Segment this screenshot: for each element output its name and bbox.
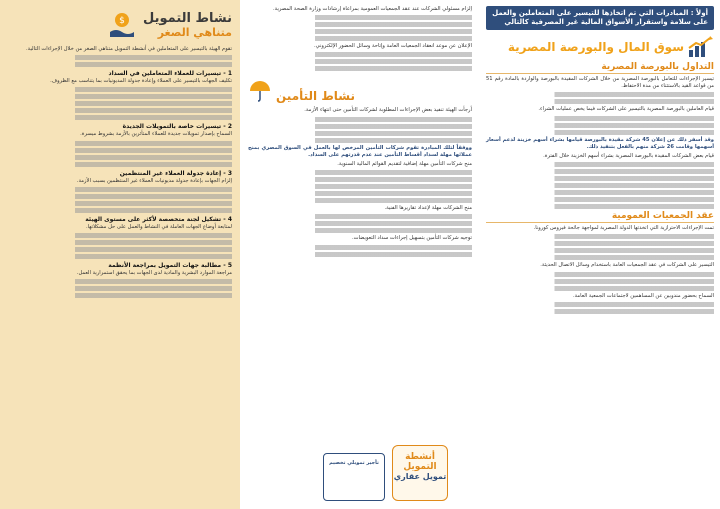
finance-activities-badge xyxy=(392,445,448,501)
logo-text: سوق المال والبورصة المصرية xyxy=(507,39,684,54)
paragraph: السماح بحضور مندوبين عن المساهمين لاجتماعات الجمعية العامة. xyxy=(572,292,714,299)
initiatives-header: أولاً : المبادرات التي تم اتخاذها للتيسير على المتعاملين والعمل على سلامة واستقرار الأسواق المالية غير المصرفية كالتالي xyxy=(486,6,714,30)
paragraph: تمت الإجراءات الاحترازية التي اتخذتها الدولة المصرية لمواجهة جائحة فيروس كورونا. xyxy=(533,225,714,232)
paragraph: التيسير على الشركات في عقد الجمعيات العامة باستخدام وسائل الاتصال الحديثة. xyxy=(540,262,714,269)
item-title: 5 - مطالبة جهات التمويل بمراجعة الأنظمة xyxy=(108,262,232,270)
paragraph: قيام العاملين بالبورصة المصرية بالتيسير على الشركات فيما يخص عمليات الشراء. xyxy=(538,106,714,113)
item-body: مراجعة الموارد البشرية والمادية لدى الجهات بما يحقق استمرارية العمل. xyxy=(76,270,232,277)
item-body: إلزام الجهات بإعادة جدولة مديونيات العملاء غير المنتظمين بسبب الأزمة. xyxy=(76,177,232,184)
highlight-paragraph: ووفقاً لتلك المبادرة تقوم شركات التأمين المرخص لها بالعمل في السوق المصري بمنح عملائها مهلة لسداد أقساط التأمين عند عدم قدرتهم على السداد. xyxy=(248,144,472,158)
finance-types-box: تأجير تمويلي تخصيم xyxy=(323,453,385,501)
paragraph: توجيه شركات التأمين بتسهيل إجراءات سداد التعويضات. xyxy=(351,235,472,242)
paragraph: قيام بعض الشركات المقيدة بالبورصة المصرية بشراء أسهم الخزينة خلال الفترة. xyxy=(543,153,714,160)
item-body: تكليف الجهات بالتيسير على العملاء وإعادة جدولة المديونيات بما يتناسب مع الظروف. xyxy=(50,78,232,85)
section-title-trading: التداول بالبورصة المصرية xyxy=(486,62,714,74)
paragraph: منح الشركات مهلة لإعداد تقاريرها الفنية. xyxy=(384,205,472,212)
item-body: السماح بإصدار تمويلات جديدة للعملاء المتأثرين بالأزمة بشروط ميسرة. xyxy=(80,131,232,138)
insurance-title: نشاط التأمين xyxy=(276,89,356,104)
rising-chart-icon xyxy=(688,36,714,58)
item-body: لمتابعة أوضاع الجهات العاملة في النشاط والعمل على حل مشكلاتها. xyxy=(86,223,232,230)
right-column xyxy=(480,0,720,509)
paragraph: أرجأت الهيئة تنفيذ بعض الإجراءات المطلوبة لشركات التأمين حتى انتهاء الأزمة. xyxy=(304,107,472,114)
badge-subtitle: تمويل عقاري xyxy=(393,472,447,481)
svg-text:$: $ xyxy=(119,16,125,26)
item-title: 2 - تيسيرات خاصة بالتمويلات الجديدة xyxy=(122,123,232,131)
microfinance-subtitle: متناهي الصغر xyxy=(157,26,232,39)
paragraph: إلزام مسئولي الشركات عند عقد الجمعيات العمومية بمراعاة إرشادات وزارة الصحة المصرية. xyxy=(273,6,472,12)
paragraph: تيسير الإجراءات للتعامل بالبورصة المصرية من خلال الشركات المقيدة بالبورصة والواردة بالمادة رقم 51 من قواعد القيد بالاستثناء من مدة الاحتفاظ. xyxy=(486,76,714,90)
paragraph: الإعلان عن موعد انعقاد الجمعيات العامة وإتاحة وسائل الحضور الإلكتروني. xyxy=(313,43,472,50)
paragraph: منح شركات التأمين مهلة إضافية لتقديم القوائم المالية السنوية. xyxy=(337,161,472,168)
section-title-assemblies: عقد الجمعيات العمومية xyxy=(486,211,714,223)
middle-column xyxy=(240,0,480,509)
paragraph: تقوم الهيئة بالتيسير على المتعاملين في أنشطة التمويل متناهي الصغر من خلال الإجراءات التالية. xyxy=(26,46,232,52)
money-hand-icon xyxy=(107,10,137,40)
left-column xyxy=(0,0,240,509)
item-title: 3 - إعادة جدولة العملاء غير المنتظمين xyxy=(119,169,232,177)
microfinance-title: نشاط التمويل xyxy=(142,11,232,26)
item-title: 1 - تيسيرات للعملاء المتعاملين في السداد xyxy=(108,70,232,78)
microfinance-title-block xyxy=(8,10,232,40)
highlight-paragraph: وقد أسفر ذلك عن إعلان 45 شركة مقيدة بالبورصة قيامها بشراء أسهم خزينة لدعم أسعار أسهمها وقامت 26 شركة منهم بالفعل بتنفيذ ذلك. xyxy=(486,136,714,150)
umbrella-icon xyxy=(248,79,272,103)
badge-title: أنشطة التمويل xyxy=(403,452,437,472)
insurance-title-block xyxy=(248,79,472,103)
item-title: 4 - تشكيل لجنة متخصصة لأكثر على مستوى الهيئة xyxy=(85,215,232,223)
egx-logo xyxy=(486,36,714,58)
